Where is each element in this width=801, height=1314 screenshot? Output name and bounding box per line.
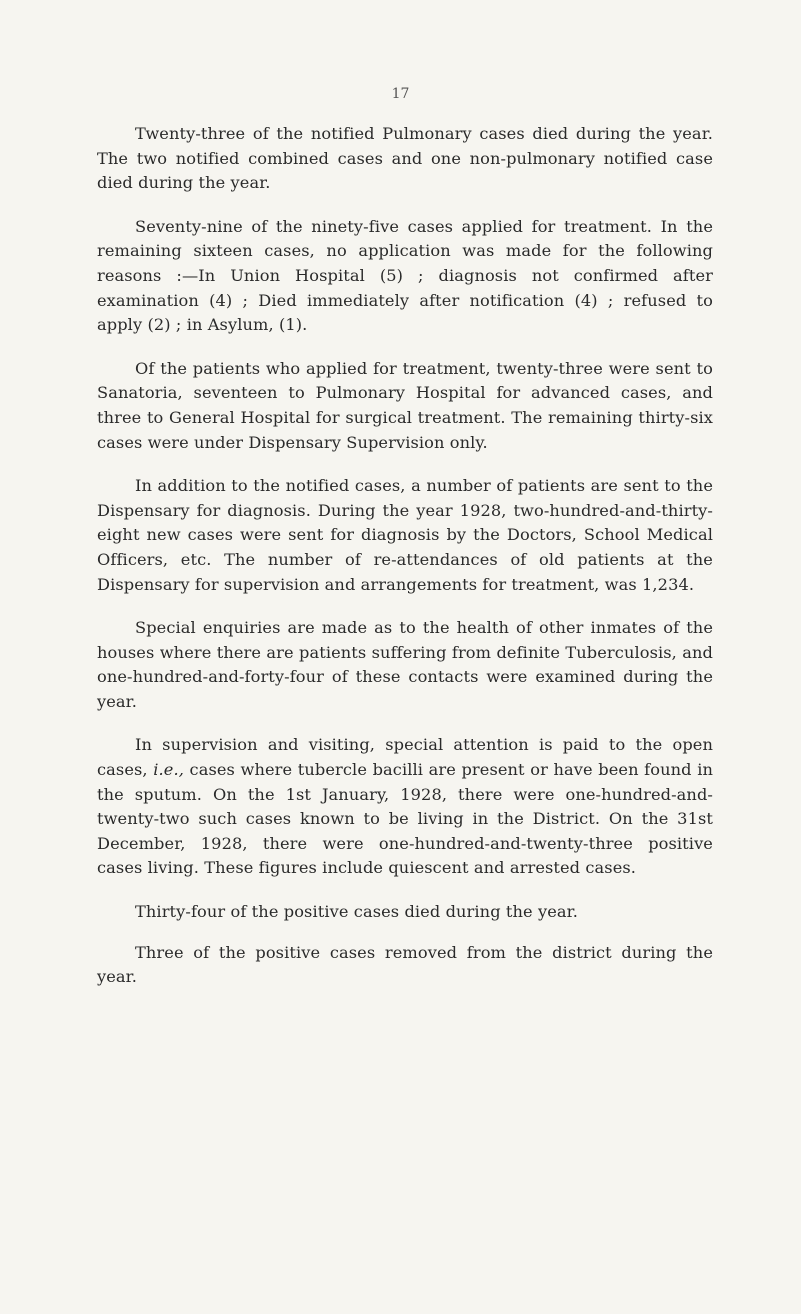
- open-cases-text-start: In supervision and visiting, special attention is paid to the open cases,: [97, 735, 713, 780]
- body-text: [97, 122, 713, 1009]
- ie-abbreviation: i.e.,: [153, 760, 184, 780]
- paragraph-open-cases: [97, 733, 713, 881]
- paragraph-treatment-destinations: Of the patients who applied for treatment, twenty-three were sent to Sanatoria, seventeen to Pulmonary Hospital for advanced cases, and three to General Hospital for surgical treatment. The remaining thirty-six cases were under Dispensary Supervision only.: [97, 358, 713, 452]
- open-cases-text-end: cases where tubercle bacilli are present or have been found in the sputum. On the 1st January, 1928, there were one-hundred-and-twenty-two such cases known to be living in the District. On the 31st December, 1928, there were one-hundred-and-twenty-three positive cases living. These figures include quiescent and arrested cases.: [97, 760, 714, 878]
- paragraph-dispensary-diagnosis: In addition to the notified cases, a number of patients are sent to the Dispensary for diagnosis. During the year 1928, two-hundred-and-thirty-eight new cases were sent for diagnosis by the Doctors, School Medical Officers, etc. The number of re-attendances of old patients at the Dispensary for supervision and arrangements for treatment, was 1,234.: [97, 476, 713, 594]
- paragraph-positive-removed: Three of the positive cases removed from the district during the year.: [97, 942, 713, 987]
- paragraph-pulmonary-deaths: Twenty-three of the notified Pulmonary cases died during the year. The two notified combined cases and one non-pulmonary notified case died during the year.: [97, 124, 713, 193]
- paragraph-positive-deaths: Thirty-four of the positive cases died during the year.: [135, 902, 578, 922]
- paragraph-treatment-applications: Seventy-nine of the ninety-five cases applied for treatment. In the remaining sixteen cases, no application was made for the following reasons :—In Union Hospital (5) ; diagnosis not confirmed after examination (4) ; Died immediately after notification (4) ; refused to apply (2) ; in Asylum, (1).: [97, 216, 713, 335]
- page-number: 17: [391, 86, 410, 102]
- paragraph-contact-enquiries: Special enquiries are made as to the health of other inmates of the houses where there are patients suffering from definite Tuberculosis, and one-hundred-and-forty-four of these contacts were examined during the year.: [97, 618, 713, 711]
